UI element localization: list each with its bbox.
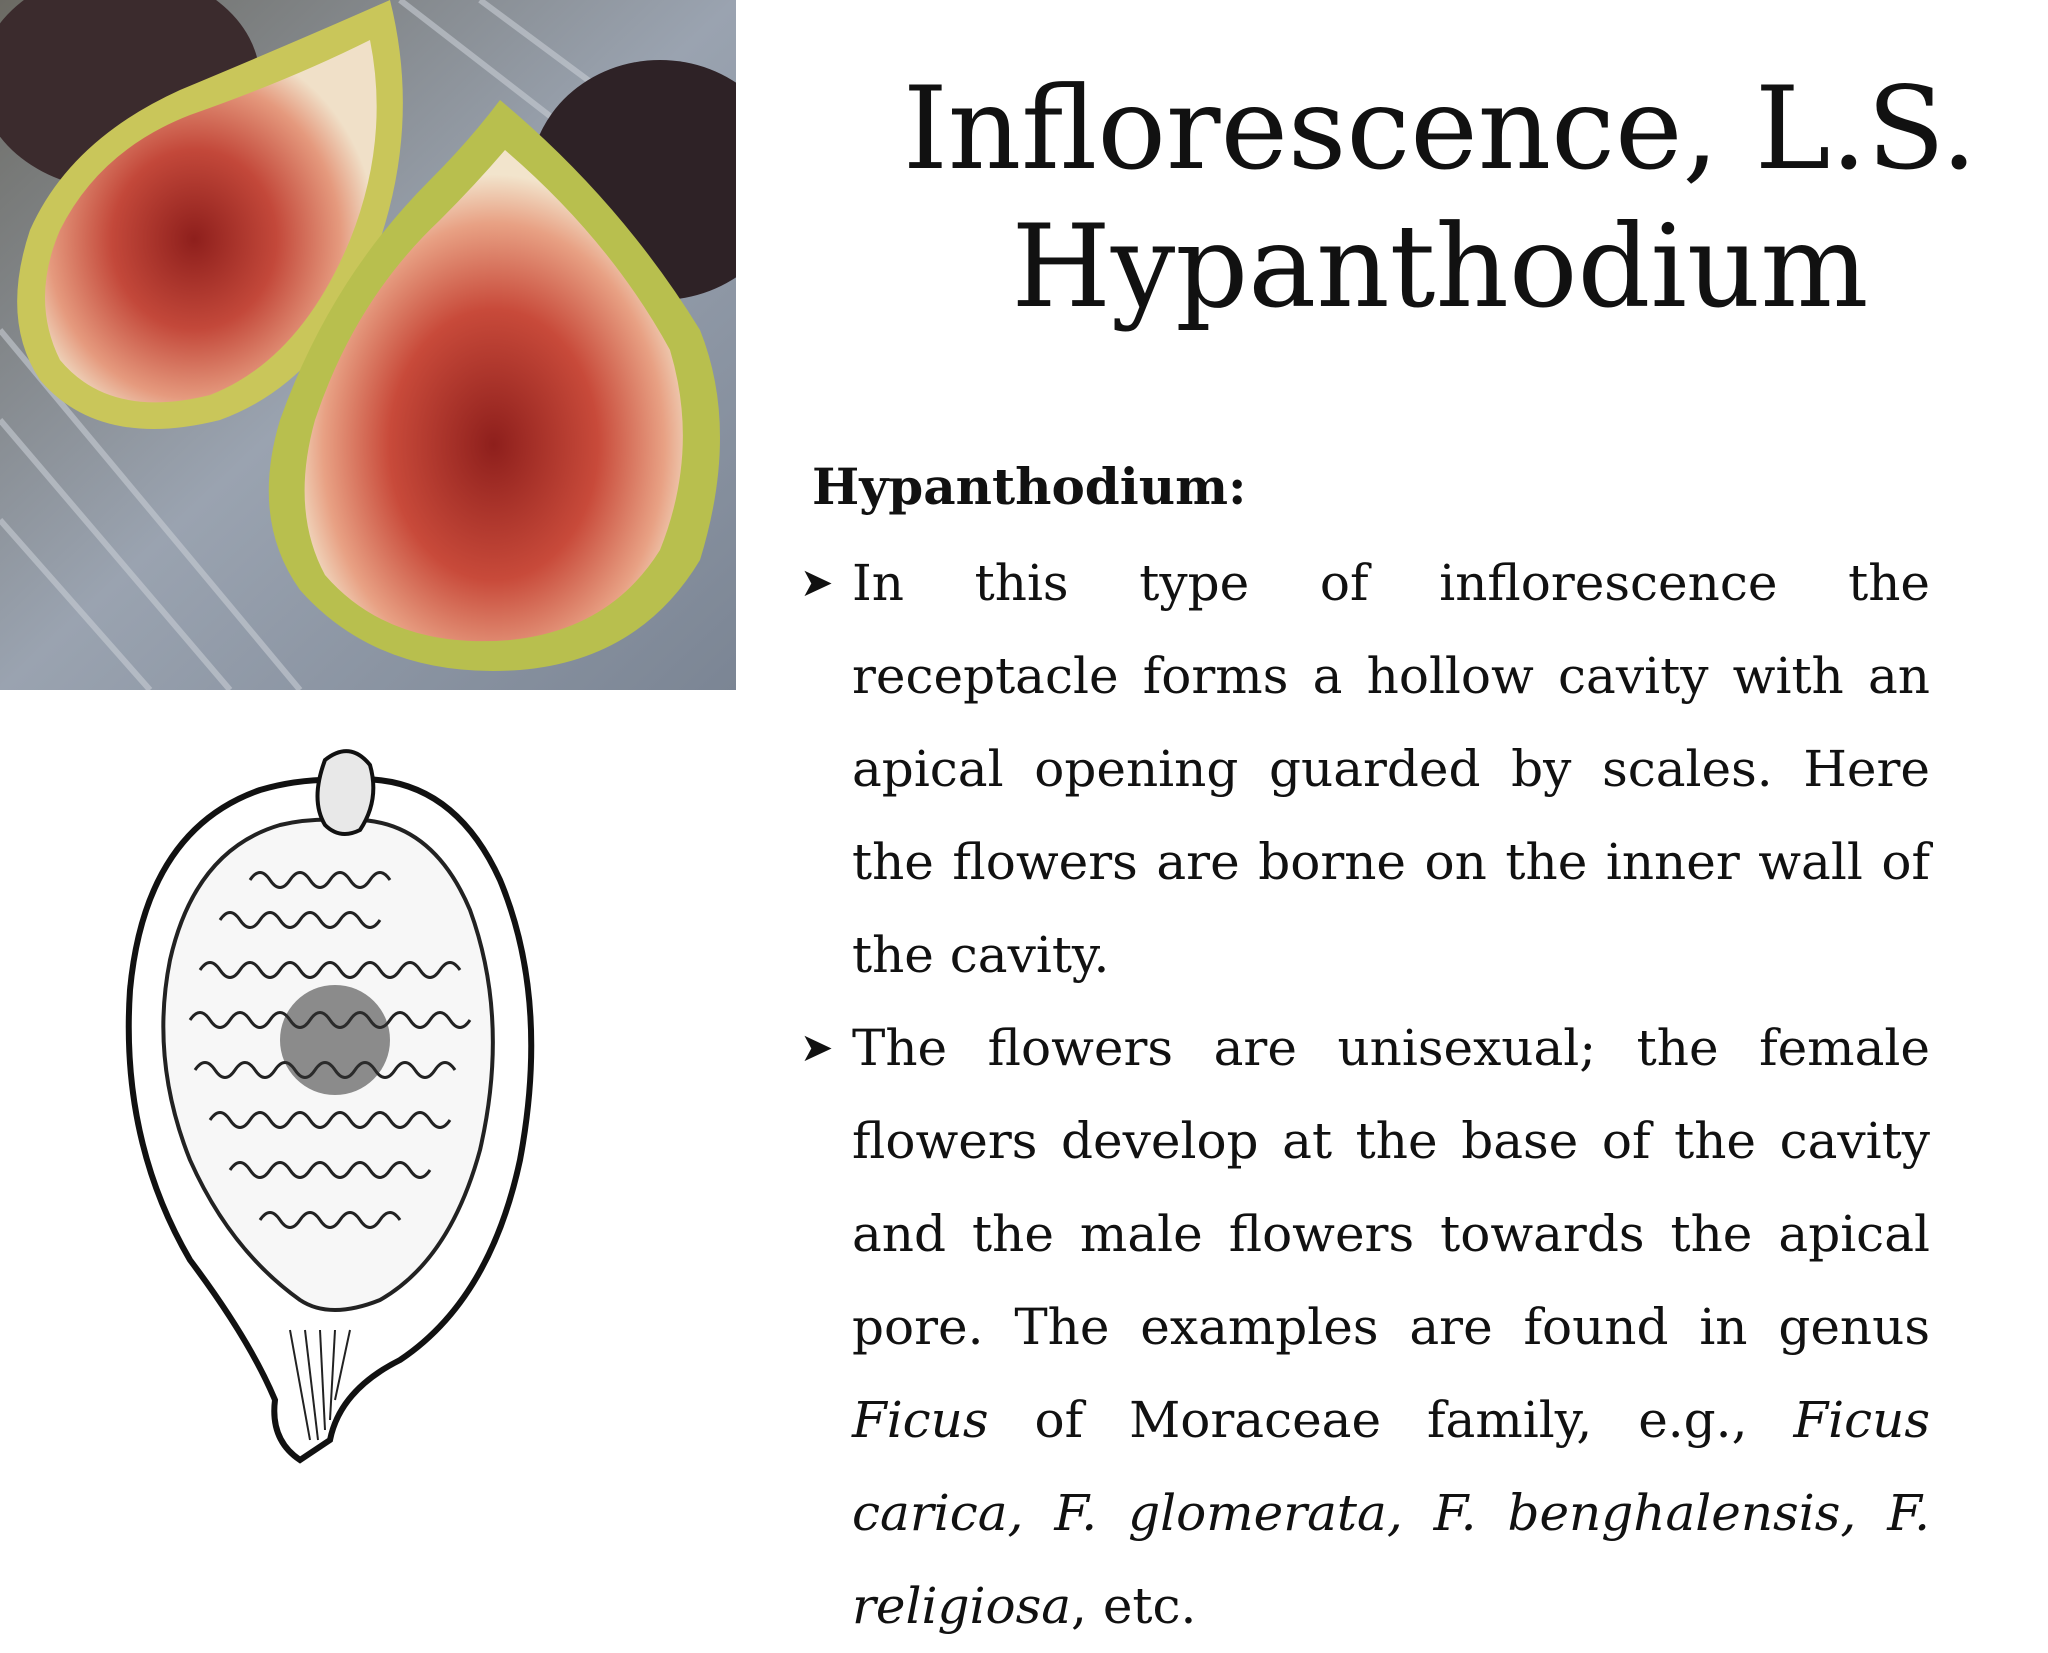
species-names: Ficus carica, F. glomerata, F. benghalensis, F. religiosa [852,1391,1930,1635]
arrow-bullet-icon: ➤ [800,560,834,606]
bullet-text-1: In this type of inflorescence the receptacle forms a hollow cavity with an apical opening guarded by scales. Here the flowers are borne on the inner wall of the cavity. [852,554,1930,984]
hypanthodium-diagram-image [100,740,580,1500]
title-line-1: Inflorescence, L.S. [902,62,1978,195]
bullet2-text-part2: of Moraceae family, e.g., [988,1391,1794,1449]
genus-name: Ficus [852,1391,989,1449]
fig-section-drawing [100,740,580,1500]
arrow-bullet-icon: ➤ [800,1025,834,1071]
slide-title [760,60,2048,336]
halved-fig-photo-image [0,0,736,690]
slide-content [800,440,1930,1653]
subheading: Hypanthodium: [812,457,1247,516]
bullet-item-2 [800,1002,1930,1653]
bullet2-text-part1: The flowers are unisexual; the female flowers develop at the base of the cavity and the male flowers towards the apical pore. The examples are found in genus [852,1019,1930,1356]
bullet2-text-part3: , etc. [1071,1577,1197,1635]
bullet-item-1 [800,537,1930,1002]
bullet-text-2 [852,1002,1930,1653]
fig-photo [0,0,736,690]
title-line-2: Hypanthodium [1011,200,1869,333]
